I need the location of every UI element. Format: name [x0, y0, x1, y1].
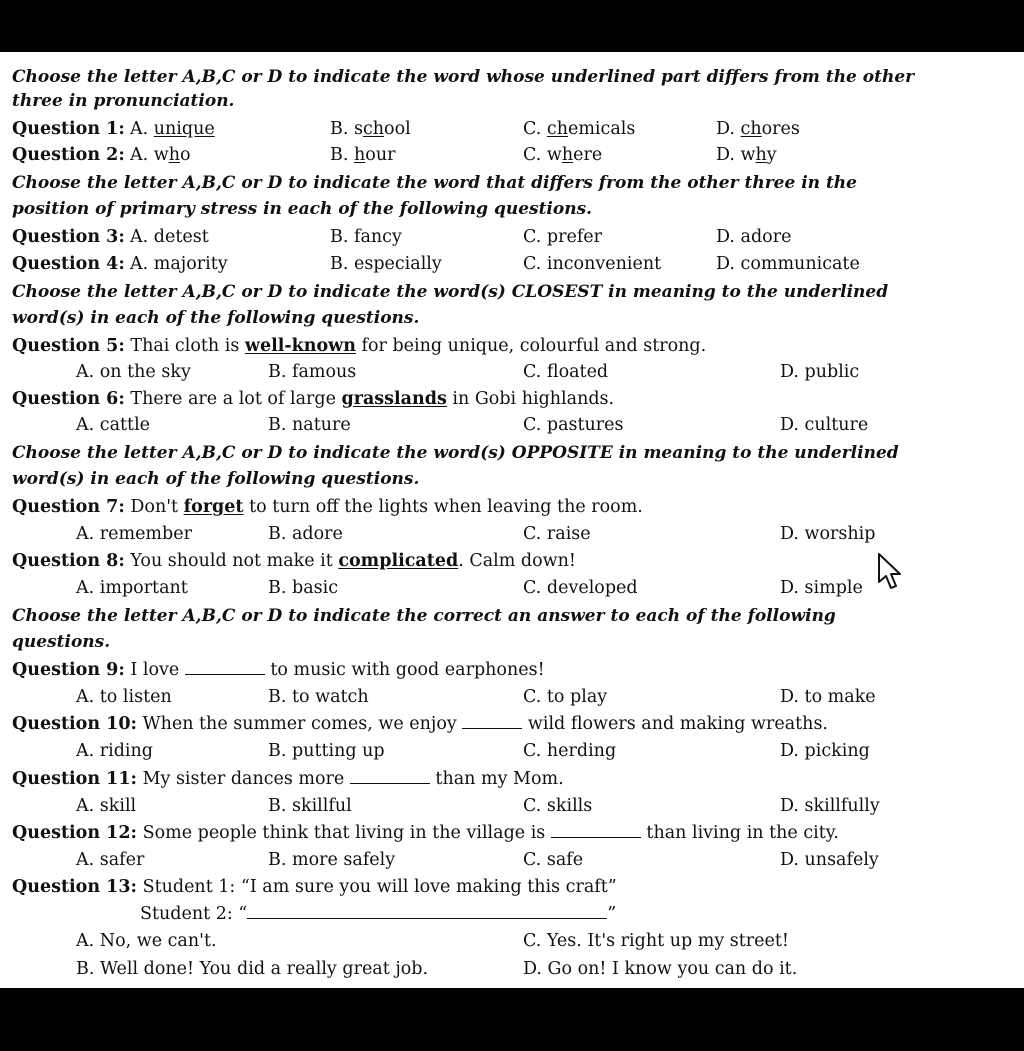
option-d[interactable]: D. Go on! I know you can do it. — [523, 959, 798, 979]
option-b[interactable]: B. nature — [268, 415, 351, 435]
answer-blank — [247, 904, 607, 919]
option-d[interactable]: D. chores — [716, 119, 800, 139]
option-d[interactable]: D. culture — [780, 415, 869, 435]
option-a[interactable]: A. majority — [130, 254, 228, 274]
question-stem: Question 6: There are a lot of large grasslands in Gobi highlands. — [12, 389, 615, 409]
instruction-closest-line1: Choose the letter A,B,C or D to indicate the word(s) CLOSEST in meaning to the underlined — [12, 282, 889, 302]
option-a[interactable]: A. riding — [76, 741, 153, 761]
option-d[interactable]: D. skillfully — [780, 796, 880, 816]
option-c[interactable]: C. pastures — [523, 415, 624, 435]
option-d[interactable]: D. unsafely — [780, 850, 879, 870]
instruction-pronunciation-line2: three in pronunciation. — [12, 91, 235, 111]
option-b[interactable]: B. skillful — [268, 796, 352, 816]
student-2-line: Student 2: “ ” — [140, 904, 617, 924]
question-row — [12, 144, 125, 166]
option-b[interactable]: B. to watch — [268, 687, 369, 707]
question-stem: Question 8: You should not make it complicated. Calm down! — [12, 551, 576, 571]
answer-blank — [462, 714, 522, 729]
option-a[interactable]: A. unique — [130, 119, 215, 139]
option-c[interactable]: C. developed — [523, 578, 638, 598]
instruction-correct-line2: questions. — [12, 632, 111, 652]
instruction-stress-line1: Choose the letter A,B,C or D to indicate the word that differs from the other three in the — [12, 173, 857, 193]
worksheet — [0, 52, 1024, 988]
option-c[interactable]: C. raise — [523, 524, 591, 544]
option-c[interactable]: C. Yes. It's right up my street! — [523, 931, 789, 951]
option-a[interactable]: A. cattle — [76, 415, 151, 435]
question-stem: Question 11: My sister dances more than my Mom. — [12, 769, 564, 789]
option-c[interactable]: C. inconvenient — [523, 254, 662, 274]
option-a[interactable]: A. on the sky — [76, 362, 191, 382]
option-b[interactable]: B. school — [330, 119, 411, 139]
question-stem: Question 13: Student 1: “I am sure you will love making this craft” — [12, 877, 617, 897]
question-label: Question 1: — [12, 119, 125, 139]
question-stem: Question 12: Some people think that living in the village is than living in the city. — [12, 823, 839, 843]
option-d[interactable]: D. picking — [780, 741, 870, 761]
option-c[interactable]: C. chemicals — [523, 119, 636, 139]
question-label: Question 4: — [12, 254, 125, 274]
option-c[interactable]: C. to play — [523, 687, 608, 707]
option-c[interactable]: C. prefer — [523, 227, 603, 247]
option-b[interactable]: B. hour — [330, 145, 396, 165]
instruction-correct-line1: Choose the letter A,B,C or D to indicate the correct an answer to each of the following — [12, 606, 836, 626]
instruction-opposite-line1: Choose the letter A,B,C or D to indicate the word(s) OPPOSITE in meaning to the underlined — [12, 443, 899, 463]
option-a[interactable]: A. detest — [130, 227, 209, 247]
option-b[interactable]: B. adore — [268, 524, 343, 544]
instruction-opposite-line2: word(s) in each of the following questions. — [12, 469, 420, 489]
option-b[interactable]: B. basic — [268, 578, 338, 598]
option-a[interactable]: A. remember — [76, 524, 192, 544]
option-a[interactable]: A. safer — [76, 850, 145, 870]
option-c[interactable]: C. where — [523, 145, 603, 165]
instruction-stress-line2: position of primary stress in each of the following questions. — [12, 199, 593, 219]
answer-blank — [185, 660, 265, 675]
option-d[interactable]: D. simple — [780, 578, 863, 598]
option-d[interactable]: D. why — [716, 145, 777, 165]
answer-blank — [551, 823, 641, 838]
option-c[interactable]: C. safe — [523, 850, 584, 870]
option-a[interactable]: A. No, we can't. — [76, 931, 217, 951]
instruction-closest-line2: word(s) in each of the following questions. — [12, 308, 420, 328]
option-c[interactable]: C. floated — [523, 362, 609, 382]
option-d[interactable]: D. adore — [716, 227, 792, 247]
option-b[interactable]: B. especially — [330, 254, 442, 274]
option-a[interactable]: A. who — [130, 145, 191, 165]
option-b[interactable]: B. putting up — [268, 741, 385, 761]
option-c[interactable]: C. skills — [523, 796, 593, 816]
option-d[interactable]: D. worship — [780, 524, 876, 544]
question-row — [12, 118, 125, 140]
question-label: Question 2: — [12, 145, 125, 165]
option-b[interactable]: B. famous — [268, 362, 357, 382]
option-a[interactable]: A. to listen — [76, 687, 172, 707]
option-d[interactable]: D. communicate — [716, 254, 860, 274]
option-b[interactable]: B. fancy — [330, 227, 402, 247]
mouse-pointer-icon — [876, 552, 910, 592]
option-d[interactable]: D. to make — [780, 687, 876, 707]
answer-blank — [350, 769, 430, 784]
option-b[interactable]: B. Well done! You did a really great job. — [76, 959, 429, 979]
option-a[interactable]: A. important — [76, 578, 188, 598]
question-stem: Question 5: Thai cloth is well-known for being unique, colourful and strong. — [12, 336, 707, 356]
option-a[interactable]: A. skill — [76, 796, 137, 816]
option-b[interactable]: B. more safely — [268, 850, 396, 870]
question-stem: Question 9: I love to music with good earphones! — [12, 660, 545, 680]
question-stem: Question 10: When the summer comes, we enjoy wild flowers and making wreaths. — [12, 714, 828, 734]
instruction-pronunciation-line1: Choose the letter A,B,C or D to indicate the word whose underlined part differs from the other — [12, 67, 915, 87]
question-label: Question 3: — [12, 227, 125, 247]
option-c[interactable]: C. herding — [523, 741, 617, 761]
option-d[interactable]: D. public — [780, 362, 860, 382]
question-stem: Question 7: Don't forget to turn off the lights when leaving the room. — [12, 497, 643, 517]
